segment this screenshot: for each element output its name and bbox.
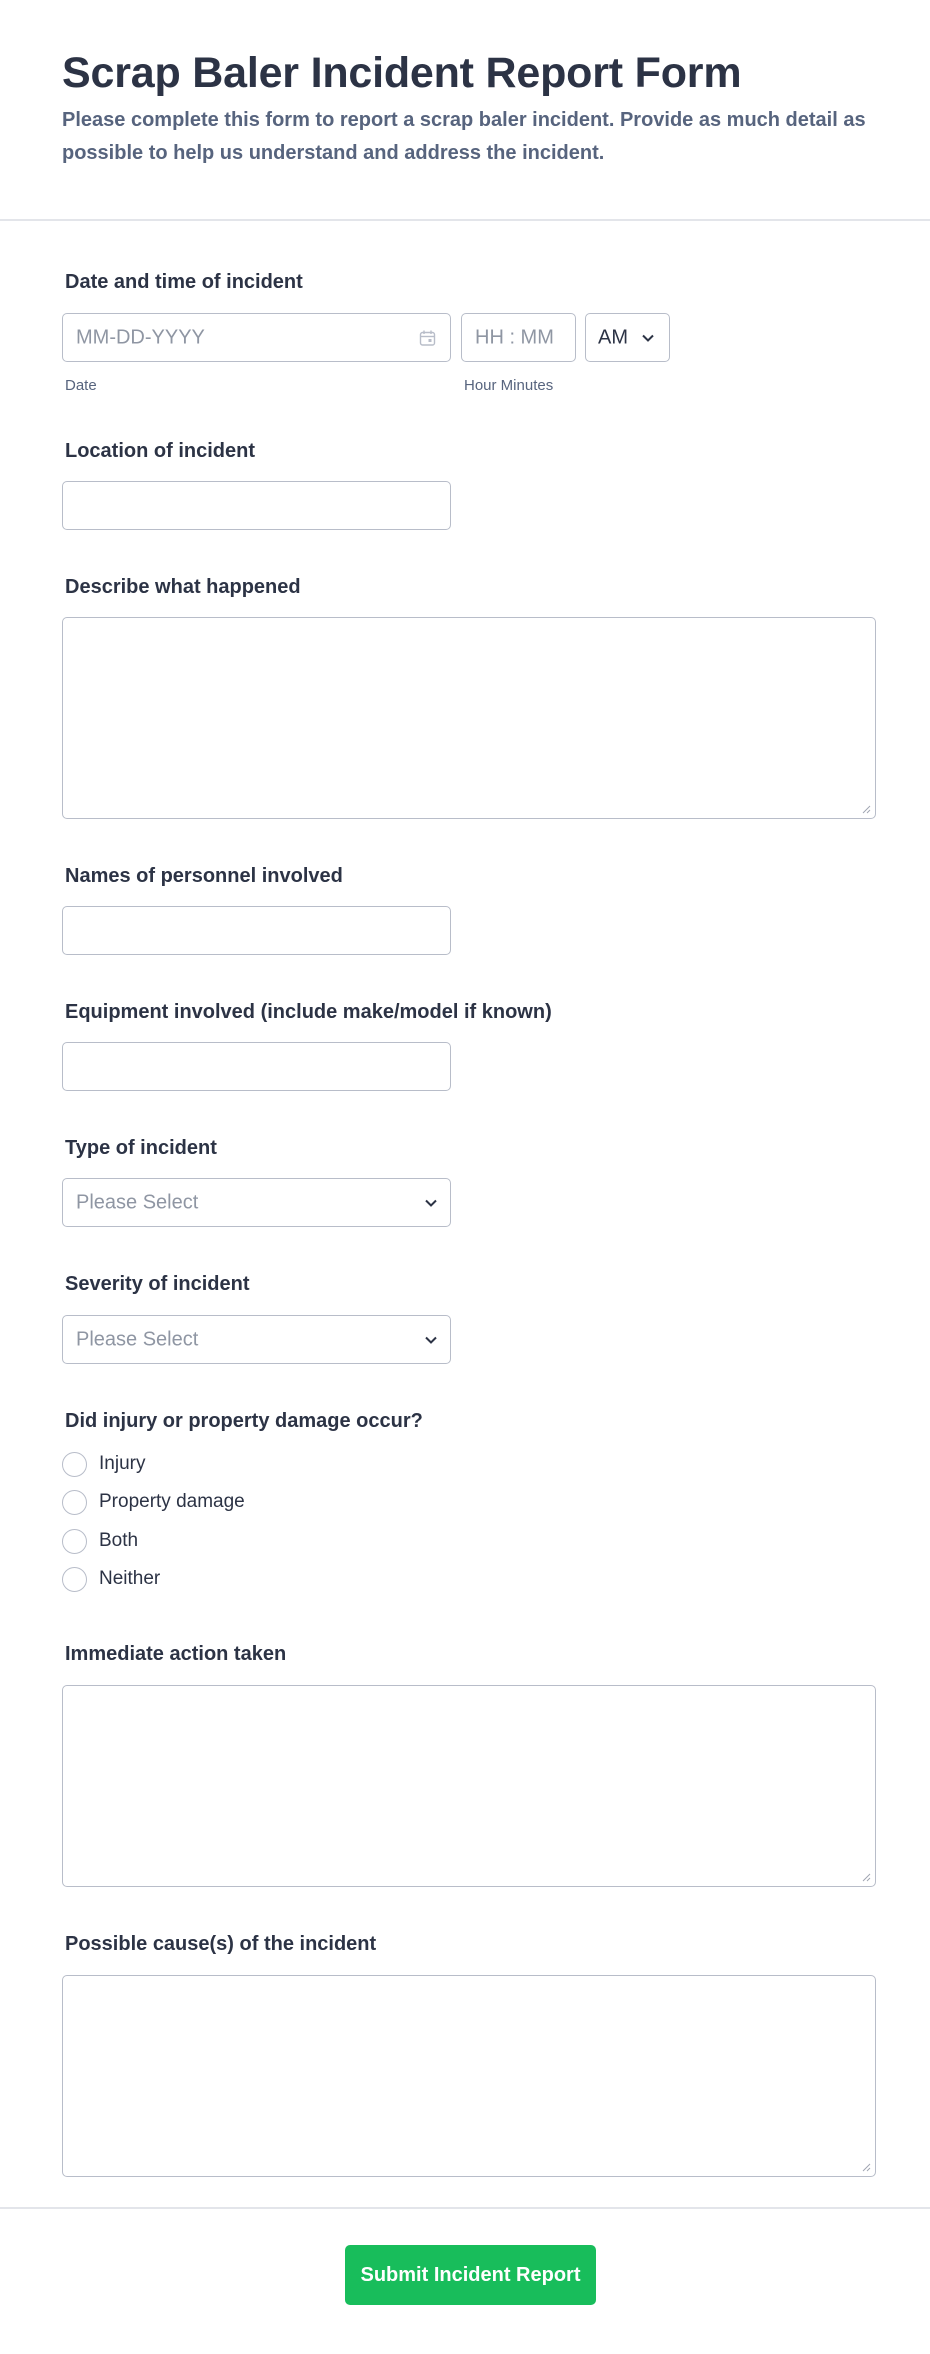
radio-button[interactable] <box>62 1529 87 1554</box>
causes-label: Possible cause(s) of the incident <box>65 1933 377 1955</box>
form-header <box>0 0 930 221</box>
damage-label: Did injury or property damage occur? <box>65 1410 423 1432</box>
page-title: Scrap Baler Incident Report Form <box>62 49 742 97</box>
severity-select[interactable] <box>62 1315 451 1364</box>
radio-button[interactable] <box>62 1567 87 1592</box>
description-label: Describe what happened <box>65 576 301 598</box>
date-sublabel: Date <box>65 377 97 394</box>
radio-label: Injury <box>99 1453 146 1474</box>
chevron-down-icon <box>424 1335 438 1345</box>
submit-button-label: Submit Incident Report <box>360 2263 581 2286</box>
resize-grip-icon[interactable] <box>861 1872 871 1882</box>
chevron-down-icon <box>424 1198 438 1208</box>
incident-type-placeholder: Please Select <box>76 1191 199 1213</box>
resize-grip-icon[interactable] <box>861 2162 871 2172</box>
equipment-label: Equipment involved (include make/model if known) <box>65 1001 552 1023</box>
time-input[interactable] <box>461 313 576 362</box>
submit-button[interactable] <box>345 2245 596 2305</box>
radio-option-neither[interactable] <box>62 1565 160 1593</box>
location-input[interactable] <box>62 481 451 530</box>
date-input[interactable] <box>62 313 451 362</box>
immediate-action-label: Immediate action taken <box>65 1643 287 1665</box>
ampm-value: AM <box>598 326 628 348</box>
radio-option-injury[interactable] <box>62 1450 145 1478</box>
page-subtitle: Please complete this form to report a scrap baler incident. Provide as much detail as possible to help us understand and address the incident. <box>62 109 866 164</box>
time-sublabel: Hour Minutes <box>464 377 554 394</box>
time-placeholder: HH : MM <box>475 326 554 348</box>
causes-textarea[interactable] <box>62 1975 876 2177</box>
footer-divider <box>0 2207 930 2209</box>
personnel-input[interactable] <box>62 906 451 955</box>
date-placeholder: MM-DD-YYYY <box>76 326 205 348</box>
equipment-input[interactable] <box>62 1042 451 1091</box>
severity-label: Severity of incident <box>65 1273 250 1295</box>
radio-button[interactable] <box>62 1490 87 1515</box>
incident-type-label: Type of incident <box>65 1137 217 1159</box>
description-textarea[interactable] <box>62 617 876 819</box>
radio-label: Neither <box>99 1568 161 1589</box>
radio-option-property-damage[interactable] <box>62 1488 245 1516</box>
datetime-label: Date and time of incident <box>65 271 303 293</box>
incident-type-select[interactable] <box>62 1178 451 1227</box>
chevron-down-icon <box>641 333 655 343</box>
radio-button[interactable] <box>62 1452 87 1477</box>
radio-label: Property damage <box>99 1491 245 1512</box>
severity-placeholder: Please Select <box>76 1328 199 1350</box>
location-label: Location of incident <box>65 440 255 462</box>
calendar-icon[interactable] <box>419 329 436 346</box>
radio-label: Both <box>99 1530 139 1551</box>
immediate-action-textarea[interactable] <box>62 1685 876 1887</box>
personnel-label: Names of personnel involved <box>65 865 343 887</box>
radio-option-both[interactable] <box>62 1527 138 1555</box>
ampm-select[interactable] <box>585 313 670 362</box>
resize-grip-icon[interactable] <box>861 804 871 814</box>
